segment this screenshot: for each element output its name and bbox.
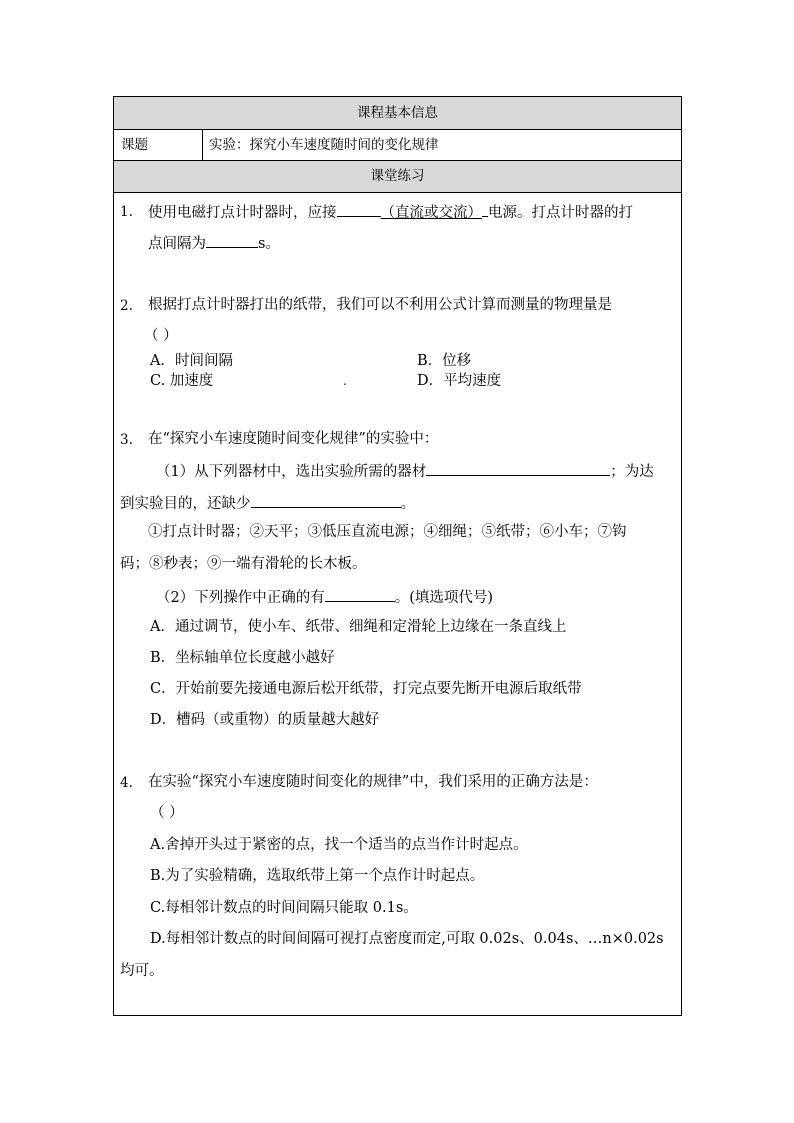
q3-option-c: C．开始前要先接通电源后松开纸带，打完点要先断开电源后取纸带 [150, 681, 582, 697]
q4-option-d-line1: D.每相邻计数点的时间间隔可视打点密度而定,可取 0.02s、0.04s、…n×0.02s [150, 931, 664, 947]
q2-number: 2. [120, 298, 133, 314]
q2-option-c: C. 加速度 [150, 373, 214, 389]
q3-number: 3. [120, 432, 133, 448]
q3-option-d: D．槽码（或重物）的质量越大越好 [150, 712, 380, 728]
stray-dot: . [343, 374, 347, 388]
q4-stem: 在实验“探究小车速度随时间变化的规律”中，我们采用的正确方法是： [148, 774, 598, 790]
q3-sub2: （2）下列操作中正确的有 。(填选项代号) [156, 586, 493, 608]
q3-sub1-line1: （1）从下列器材中，选出实验所需的器材 ；为达 [156, 460, 654, 482]
q1-hint: （直流或交流） [380, 205, 482, 221]
q3-blank-operations[interactable] [325, 586, 395, 602]
q1-blank-a[interactable] [337, 201, 381, 217]
q4-number: 4. [120, 775, 133, 791]
q4-option-a: A.舍掉开头过于紧密的点，找一个适当的点当作计时起点。 [150, 837, 528, 853]
topic-row [114, 130, 681, 161]
q1-line2: 点间隔为 s。 [148, 232, 280, 254]
q1-number: 1. [120, 204, 133, 220]
q2-option-b: B．位移 [417, 353, 472, 369]
q3-blank-equipment[interactable] [426, 460, 610, 476]
q3-blank-missing[interactable] [251, 492, 401, 508]
topic-value: 实验：探究小车速度随时间的变化规律 [209, 137, 439, 153]
section-title: 课堂练习 [114, 161, 681, 193]
q4-option-d-line2: 均可。 [120, 963, 164, 979]
q3-option-a: A．通过调节，使小车、纸带、细绳和定滑轮上边缘在一条直线上 [150, 619, 567, 635]
q2-option-a: A．时间间隔 [150, 353, 233, 369]
q3-equipment-line1: ①打点计时器；②天平；③低压直流电源；④细绳；⑤纸带；⑥小车；⑦钩 [148, 524, 627, 540]
topic-label: 课题 [121, 137, 148, 153]
table-title: 课程基本信息 [114, 97, 681, 130]
q3-sub1-line2: 到实验目的，还缺少 。 [120, 492, 415, 514]
q4-answer-paren: （ ） [150, 805, 184, 821]
q3-stem: 在“探究小车速度随时间变化规律”的实验中： [148, 431, 439, 447]
q3-option-b: B．坐标轴单位长度越小越好 [150, 650, 335, 666]
q3-equipment-line2: 码；⑧秒表；⑨一端有滑轮的长木板。 [120, 556, 367, 572]
column-divider [202, 130, 203, 160]
q2-option-d: D．平均速度 [417, 373, 502, 389]
q4-option-c: C.每相邻计数点的时间间隔只能取 0.1s。 [150, 900, 418, 916]
q2-stem: 根据打点计时器打出的纸带，我们可以不利用公式计算而测量的物理量是 [148, 297, 612, 313]
q1-blank-b[interactable] [206, 232, 258, 248]
q2-answer-paren: （ ） [144, 328, 178, 344]
q4-option-b: B.为了实验精确，选取纸带上第一个点作计时起点。 [150, 868, 485, 884]
q1-line1: 使用电磁打点计时器时，应接 （直流或交流） 电源。打点计时器的打 [148, 201, 633, 223]
